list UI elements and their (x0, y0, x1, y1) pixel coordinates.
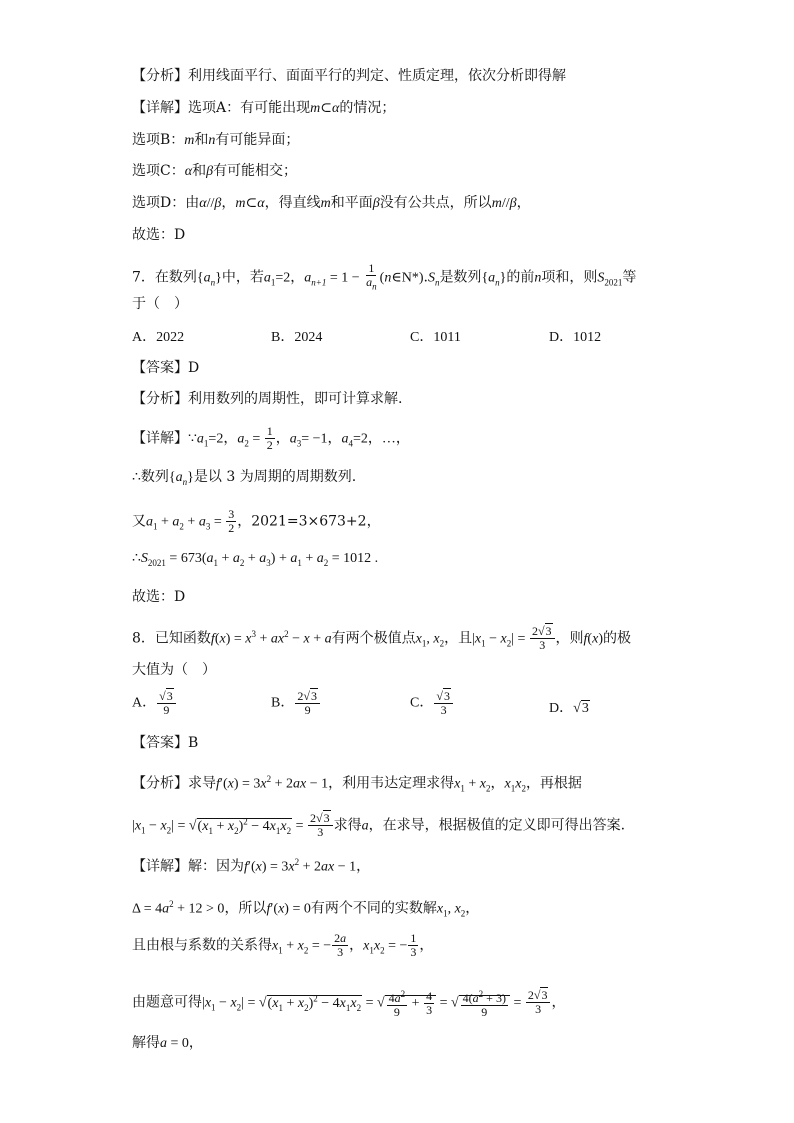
q7-t3: . (423, 269, 428, 286)
q6-option-c-end: 有可能相交； (213, 163, 298, 179)
analysis-tag: 【分析】 (132, 775, 188, 792)
q7-number: 7．在数列 (132, 269, 197, 286)
q7-stem-line2: 于（ ） (132, 296, 188, 312)
q7-choose: 故选：D (132, 589, 186, 605)
q7-t4: 是数列 (439, 269, 482, 286)
q7-period-t2: 是以 3 为周期的周期数列. (193, 469, 357, 485)
q8-t1: 有两个极值点 (331, 630, 416, 647)
detail-tag: 【详解】 (132, 858, 188, 875)
analysis-tag: 【分析】 (132, 68, 188, 84)
q8-analysis: 【分析】求导$f'(x) = 3x^2 + 2ax - 1$，利用韦达定理求得$x_1 + x_2$，$x_1x_2$，再根据 (132, 774, 582, 794)
q8-t2: ，且 (444, 630, 473, 647)
q8-calc: 由题意可得$|x_1 - x_2| = √(x_1 + x_2)^2 - 4x_1x_2$ = √ $\frac{4a^2}{9}$ + $\frac{4}{3}$ = √ $\frac{4(a^2 + 3)}{9}$ = $\frac{2√3}{3}$ ， (132, 988, 566, 1019)
q6-choose: 故选：D (132, 227, 186, 243)
q6-option-b-label: 选项B： (132, 132, 185, 148)
q8-option-a: A． $\frac{√3}{9}$ (132, 690, 177, 717)
q8-answer-value: B (188, 735, 199, 751)
q7-detail: 【详解】$\because a_1=2$，$a_2$ = $\frac{1}{2}$ ，$a_3= -1$，$a_4=2$，…， (132, 424, 410, 452)
q6-option-b-and: 和 (194, 132, 209, 148)
q7-analysis (132, 389, 402, 409)
q7-period-t1: 数列 (140, 469, 169, 485)
q6-option-b-end: 有可能异面； (215, 132, 300, 148)
q8-option-b-label: B． (271, 695, 295, 711)
q7-t6: 项和，则 (541, 269, 598, 286)
q7-option-d: D．1012 (549, 330, 602, 345)
q6-option-a-text: 选项A：有可能出现 (188, 100, 311, 116)
q8-d4: 且由根与系数的关系得 (132, 937, 272, 954)
q8-option-c-label: C． (410, 695, 434, 711)
q8-option-d: D．√3 (549, 701, 589, 716)
q8-analysis-2: $|x_1 - x_2| = √(x_1 + x_2)^2 - 4x_1x_2$ = $\frac{2√3}{3}$ 求得a，在求导，根据极值的定义即可得出答案. (132, 811, 626, 840)
q6-option-d-t2: ，得直线 (264, 195, 321, 211)
analysis-tag: 【分析】 (132, 391, 188, 407)
q8-d5: 由题意可得 (132, 994, 202, 1011)
answer-tag: 【答案】 (132, 735, 188, 751)
q7-period: ∴数列$\{a_n\}$是以 3 为周期的周期数列. (132, 469, 357, 487)
q7-t7: 等 (622, 269, 637, 286)
q7-t1: 中，若 (221, 269, 264, 286)
q8-stem: 8．已知函数$f(x) = x^3 + ax^2 - x + a$有两个极值点$x_1$, $x_2$，且$|x_1 - x_2|$ = $\frac{2√3}{3}$ ，则f(x)的极 (132, 624, 631, 653)
q6-option-b: 选项B：m和n有可能异面； (132, 132, 300, 148)
q8-stem-line2: 大值为（ ） (132, 662, 216, 678)
q8-d2: ，所以 (224, 900, 267, 917)
q7-t5: 的前 (506, 269, 535, 286)
q6-analysis (132, 66, 566, 86)
q6-option-d-end: ， (516, 195, 531, 211)
q8-option-c: C． $\frac{√3}{3}$ (410, 690, 454, 717)
q8-d1: 解：因为 (188, 858, 244, 875)
q8-d3: 有两个不同的实数解 (310, 900, 437, 917)
q8-delta: $\Delta = 4a^2 + 12 > 0$，所以f′(x) = 0有两个不同的实数解$x_1$, $x_2$， (132, 899, 480, 919)
q8-option-d-label: D． (549, 701, 574, 716)
q8-a2: ，利用韦达定理求得 (328, 775, 455, 792)
q6-option-c: 选项C：α和β有可能相交； (132, 163, 298, 179)
q7-result: $\therefore S_{2021} = 673(a_1 + a_2 + a_3) + a_1 + a_2 = 1012$ . (132, 551, 379, 568)
q7-option-a: A．2022 (132, 330, 185, 345)
q7-stem: 7．在数列$\{a_n\}$中，若$a_1=2$，$a_{n+1} = 1$ − $\frac{1}{a_n}$ $(n\in N*).S_n$是数列$\{a_n\}$的前n项和，则$S_{2021}$等 (132, 261, 637, 292)
q8-t4: 的极 (602, 630, 631, 647)
q7-t2: ， (290, 269, 305, 286)
q8-t3: ，则 (555, 630, 584, 647)
q7-sum-eq: ，2021=3×673+2， (237, 513, 381, 530)
q8-d6: 解得 (132, 1035, 160, 1051)
q8-a4: 求得 (333, 817, 362, 834)
q7-option-b: B．2024 (271, 330, 323, 345)
q8-option-b: B． $\frac{2√3}{9}$ (271, 690, 321, 717)
answer-tag: 【答案】 (132, 360, 188, 376)
q6-option-d-t4: 没有公共点，所以 (379, 195, 492, 211)
q8-detail: 【详解】解：因为$f'(x) = 3x^2 + 2ax - 1$， (132, 857, 371, 875)
q8-a5: ，在求导，根据极值的定义即可得出答案. (368, 817, 626, 834)
q7-frac: $\frac{1}{a_n}$ (366, 261, 377, 292)
math-m-subset-alpha: m (310, 101, 321, 116)
q6-option-d-label: 选项D：由 (132, 195, 200, 211)
q8-option-a-label: A． (132, 695, 157, 711)
q7-answer (132, 358, 199, 378)
q8-solve: 解得a = 0， (132, 1035, 203, 1051)
q8-a3: ，再根据 (525, 775, 582, 792)
q6-option-c-label: 选项C： (132, 163, 185, 179)
q8-a1: 求导 (188, 775, 216, 792)
q8-vieta: 且由根与系数的关系得$x_1 + x_2$ = − $\frac{2a}{3}$ ，$x_1x_2$ = − $\frac{1}{3}$ ， (132, 931, 434, 959)
q7-answer-value: D (188, 360, 200, 376)
q6-option-a-end: 的情况； (339, 100, 396, 116)
q7-option-c: C．1011 (410, 330, 461, 345)
q6-option-d-comma: ， (221, 195, 236, 211)
q6-option-c-and: 和 (192, 163, 207, 179)
q6-analysis-text: 利用线面平行、面面平行的判定、性质定理，依次分析即得解 (188, 68, 566, 84)
q6-option-d-t3: 和平面 (330, 195, 373, 211)
q7-analysis-text: 利用数列的周期性，即可计算求解. (188, 391, 403, 407)
q8-number: 8．已知函数 (132, 630, 211, 647)
detail-tag: 【详解】 (132, 430, 188, 447)
q7-sum-also: 又 (132, 513, 146, 530)
q6-option-d: 选项D：由α//β，m⊂α，得直线m和平面β没有公共点，所以m//β， (132, 195, 531, 211)
q7-sum: 又$a_1 + a_2 + a_3$ = $\frac{3}{2}$ ，2021=3×673+2， (132, 507, 381, 535)
q8-answer (132, 733, 198, 753)
detail-tag: 【详解】 (132, 100, 188, 116)
q6-detail-a: 【详解】选项A：有可能出现m⊂α的情况； (132, 100, 396, 116)
